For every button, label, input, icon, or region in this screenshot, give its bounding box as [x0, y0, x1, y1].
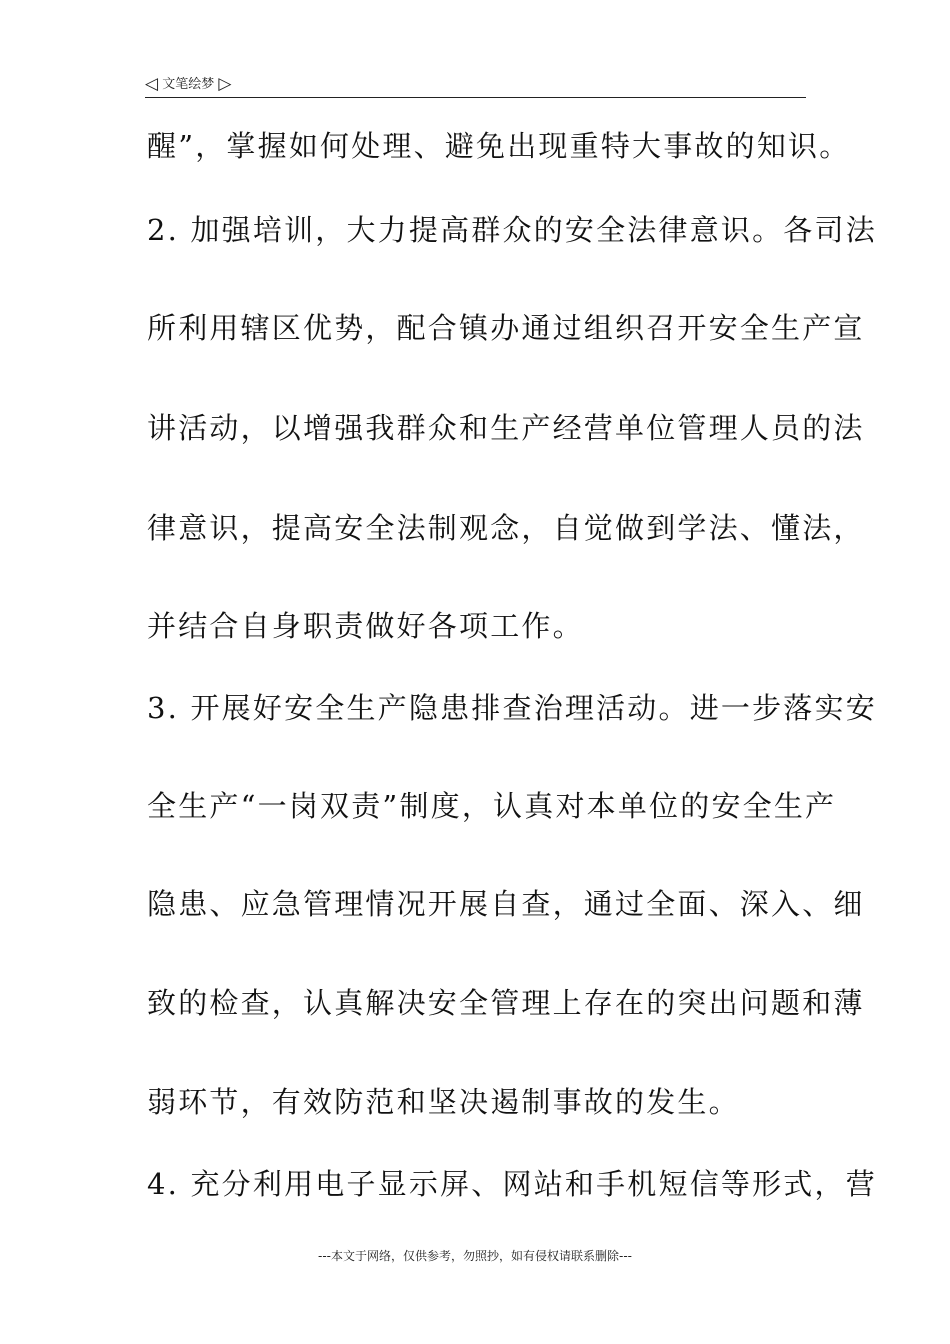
- body-line: 醒”，掌握如何处理、避免出现重特大事故的知识。: [147, 129, 851, 163]
- body-line: 讲活动，以增强我群众和生产经营单位管理人员的法: [147, 411, 865, 445]
- body-line: 2. 加强培训，大力提高群众的安全法律意识。各司法: [147, 213, 877, 247]
- page-header: [145, 74, 806, 96]
- body-line: 律意识，提高安全法制观念，自觉做到学法、懂法，: [147, 511, 865, 545]
- body-line: 致的检查，认真解决安全管理上存在的突出问题和薄: [147, 986, 865, 1020]
- body-line: 隐患、应急管理情况开展自查，通过全面、深入、细: [147, 887, 865, 921]
- header-divider: [145, 97, 806, 98]
- body-line: 3. 开展好安全生产隐患排查治理活动。进一步落实安: [147, 691, 877, 725]
- header-title: 文笔绘梦: [162, 77, 215, 92]
- left-triangle-icon: ◁: [145, 74, 159, 94]
- body-line: 弱环节，有效防范和坚决遏制事故的发生。: [147, 1085, 740, 1119]
- footer-notice: ---本文于网络，仅供参考，勿照抄，如有侵权请联系删除---: [318, 1249, 632, 1263]
- body-line: 4. 充分利用电子显示屏、网站和手机短信等形式，营: [147, 1167, 877, 1201]
- header-title-group: [145, 74, 231, 95]
- right-triangle-icon: ▷: [218, 74, 232, 94]
- body-line: 所利用辖区优势，配合镇办通过组织召开安全生产宣: [147, 311, 865, 345]
- body-line: 并结合自身职责做好各项工作。: [147, 609, 584, 643]
- body-line: 全生产“一岗双责”制度，认真对本单位的安全生产: [147, 789, 837, 823]
